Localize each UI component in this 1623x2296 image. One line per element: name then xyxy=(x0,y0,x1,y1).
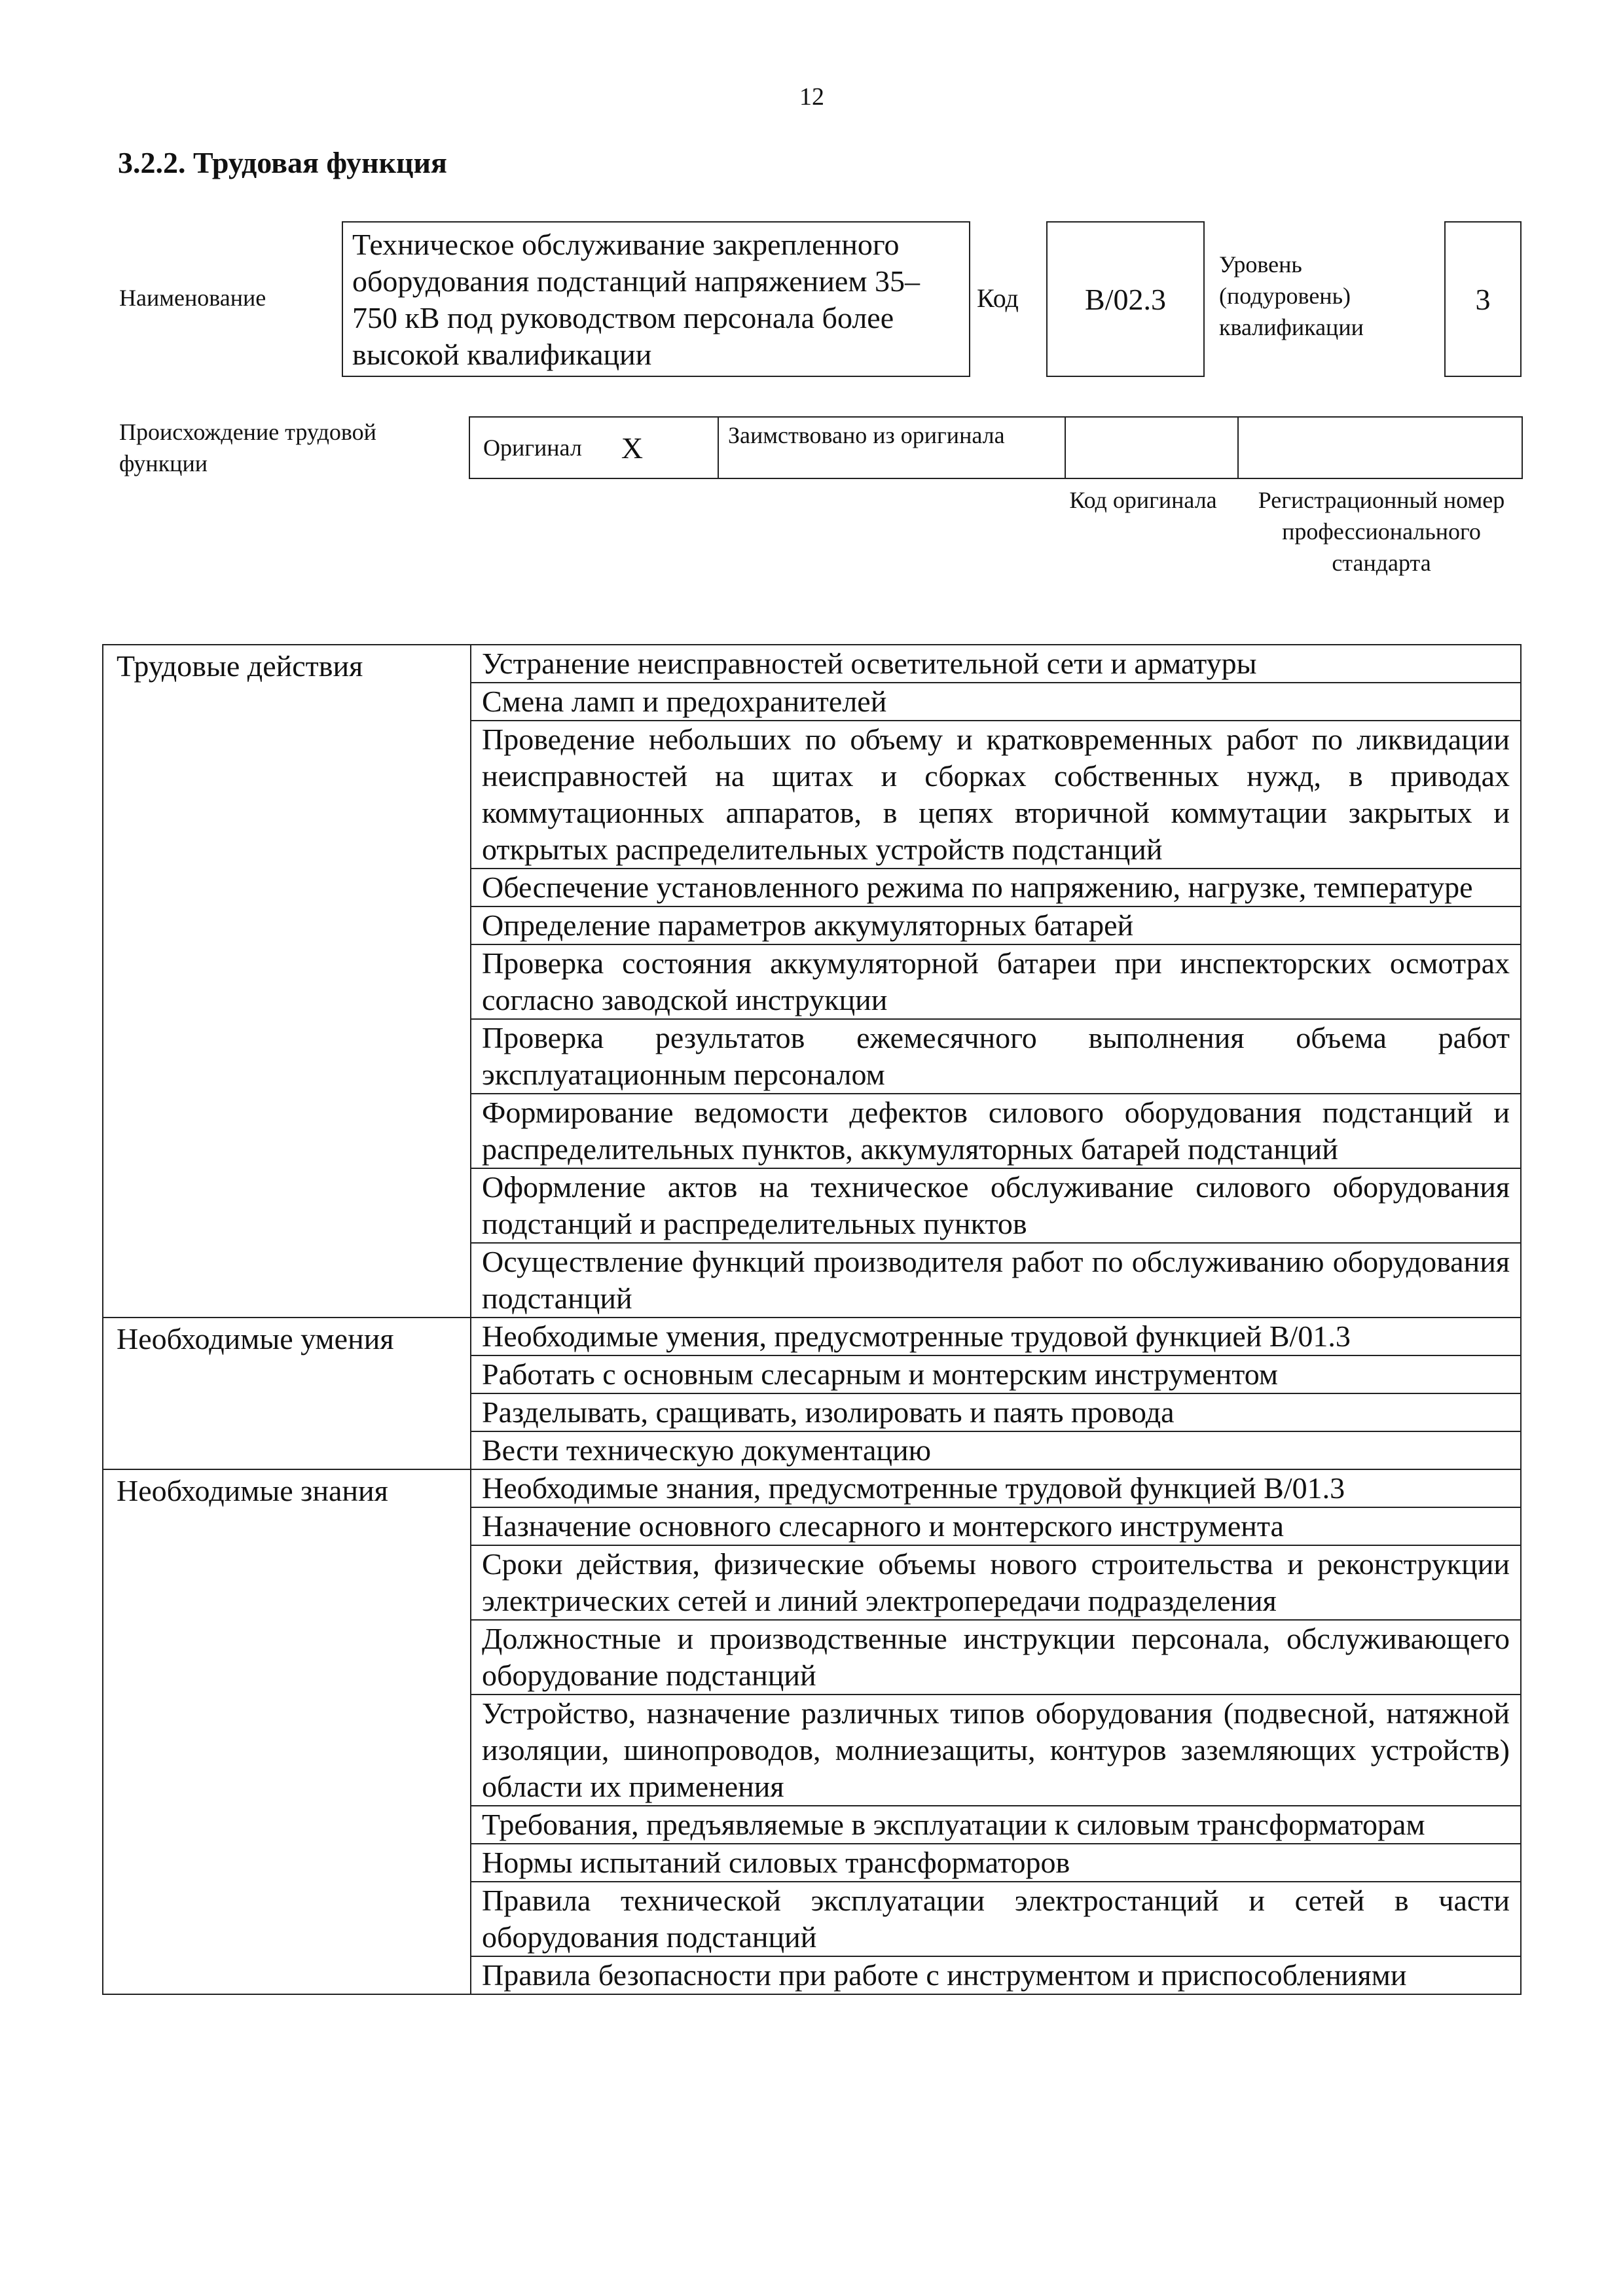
item-cell: Устранение неисправностей осветительной сети и арматуры xyxy=(471,645,1521,683)
origin-borrowed-cell: Заимствовано из оригинала xyxy=(719,418,1066,478)
table-row xyxy=(103,645,1521,683)
item-cell: Оформление актов на техническое обслуживание силового оборудования подстанций и распределительных пунктов xyxy=(471,1168,1521,1243)
item-cell: Правила технической эксплуатации электростанций и сетей в части оборудования подстанций xyxy=(471,1882,1521,1956)
item-cell: Правила безопасности при работе с инструментом и приспособлениями xyxy=(471,1956,1521,1994)
item-cell: Необходимые знания, предусмотренные трудовой функцией B/01.3 xyxy=(471,1469,1521,1507)
level-label: Уровень (подуровень) квалификации xyxy=(1219,251,1364,340)
item-cell: Определение параметров аккумуляторных батарей xyxy=(471,906,1521,944)
item-cell: Устройство, назначение различных типов оборудования (подвесной, натяжной изоляции, шинопроводов, молниезащиты, контуров заземляющих устройств) области их применения xyxy=(471,1695,1521,1806)
item-cell: Назначение основного слесарного и монтерского инструмента xyxy=(471,1507,1521,1545)
item-cell: Вести техническую документацию xyxy=(471,1431,1521,1469)
item-cell: Проведение небольших по объему и кратковременных работ по ликвидации неисправностей на щитах и сборках собственных нужд, в приводах коммутационных аппаратов, в цепях вторичной коммутации закрытых и открытых распределительных устройств подстанций xyxy=(471,721,1521,869)
origin-code-cell xyxy=(1066,418,1239,478)
item-cell: Разделывать, сращивать, изолировать и паять провода xyxy=(471,1393,1521,1431)
item-cell: Нормы испытаний силовых трансформаторов xyxy=(471,1844,1521,1882)
origin-row xyxy=(469,416,1523,479)
level-box: 3 xyxy=(1444,221,1522,377)
table-row xyxy=(103,1469,1521,1507)
origin-reg-cell xyxy=(1239,418,1522,478)
category-cell: Необходимые знания xyxy=(103,1469,471,1994)
reg-number-caption: Регистрационный номер профессионального стандарта xyxy=(1258,487,1505,576)
name-label: Наименование xyxy=(119,285,266,311)
item-cell: Необходимые умения, предусмотренные трудовой функцией B/01.3 xyxy=(471,1318,1521,1355)
category-cell: Трудовые действия xyxy=(103,645,471,1318)
code-box: B/02.3 xyxy=(1046,221,1205,377)
item-cell: Проверка результатов ежемесячного выполнения объема работ эксплуатационным персоналом xyxy=(471,1019,1521,1094)
item-cell: Сроки действия, физические объемы нового строительства и реконструкции электрических сетей и линий электропередачи подразделения xyxy=(471,1545,1521,1620)
item-cell: Смена ламп и предохранителей xyxy=(471,683,1521,721)
item-cell: Требования, предъявляемые в эксплуатации к силовым трансформаторам xyxy=(471,1806,1521,1844)
original-mark: X xyxy=(621,431,644,465)
origin-original-cell xyxy=(470,418,719,478)
item-cell: Обеспечение установленного режима по напряжению, нагрузке, температуре xyxy=(471,869,1521,906)
item-cell: Должностные и производственные инструкции персонала, обслуживающего оборудование подстанций xyxy=(471,1620,1521,1695)
category-cell: Необходимые умения xyxy=(103,1318,471,1469)
page-number: 12 xyxy=(799,83,824,111)
section-title: 3.2.2. Трудовая функция xyxy=(118,146,447,179)
origin-label: Происхождение трудовой функции xyxy=(119,419,376,476)
item-cell: Формирование ведомости дефектов силового оборудования подстанций и распределительных пунктов, аккумуляторных батарей подстанций xyxy=(471,1094,1521,1168)
function-table xyxy=(102,644,1522,1995)
function-table-body xyxy=(103,645,1521,1994)
item-cell: Проверка состояния аккумуляторной батареи при инспекторских осмотрах согласно заводской инструкции xyxy=(471,944,1521,1019)
code-original-caption: Код оригинала xyxy=(1069,487,1217,513)
item-cell: Осуществление функций производителя работ по обслуживанию оборудования подстанций xyxy=(471,1243,1521,1318)
item-cell: Работать с основным слесарным и монтерским инструментом xyxy=(471,1355,1521,1393)
table-row xyxy=(103,1318,1521,1355)
original-label: Оригинал xyxy=(483,435,582,461)
function-name-box: Техническое обслуживание закрепленного оборудования подстанций напряжением 35–750 кВ под руководством персонала более высокой квалификации xyxy=(342,221,970,377)
code-label: Код xyxy=(977,283,1019,313)
